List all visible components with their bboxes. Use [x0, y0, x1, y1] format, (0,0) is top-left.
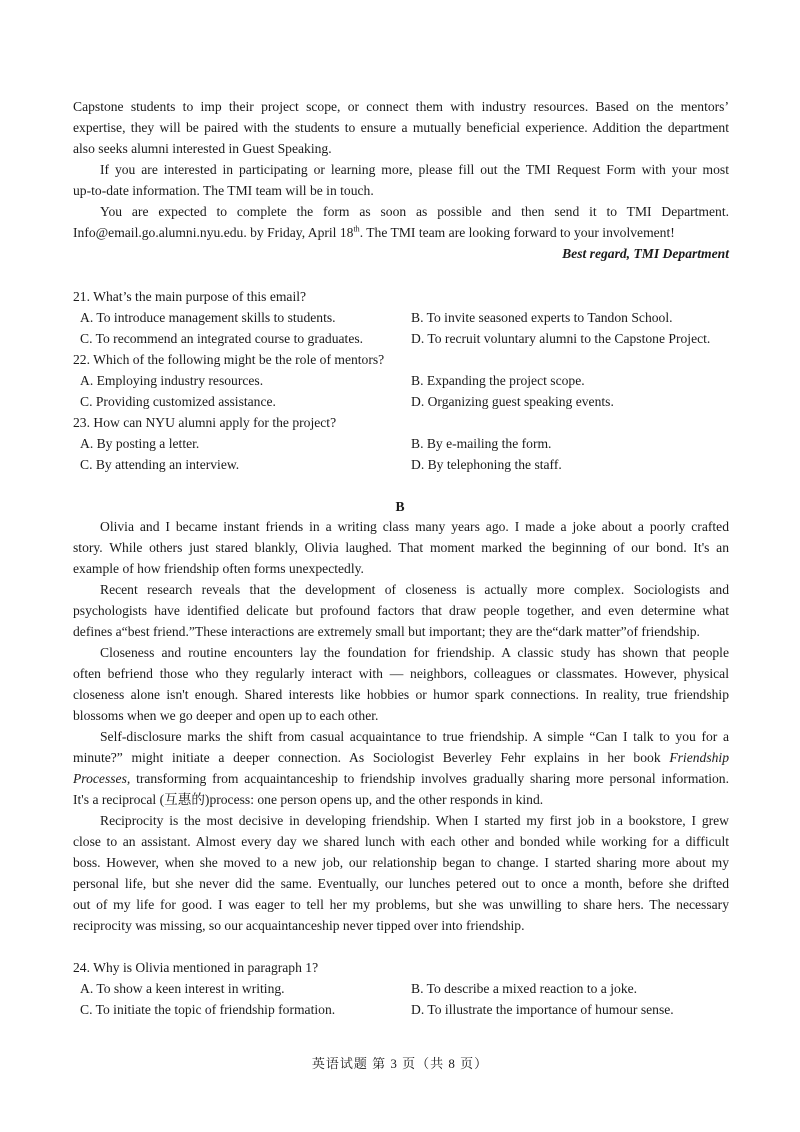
question-stem: 23. How can NYU alumni apply for the project?	[73, 415, 337, 430]
text-line	[73, 642, 729, 663]
text-line	[73, 831, 729, 852]
italic-text: Processes,	[73, 771, 131, 786]
text-line	[73, 159, 729, 180]
text-segment: Capstone students to imp their project scope, or connect them with industry resources. Based on the mentors’	[73, 99, 729, 114]
option-row	[73, 454, 729, 475]
letter-signature-wrap	[73, 243, 729, 264]
text-line	[73, 537, 729, 558]
letter-passage	[73, 96, 729, 243]
text-segment: Olivia and I became instant friends in a writing class many years ago. I made a joke about a poorly crafted	[100, 519, 729, 534]
paragraph	[73, 726, 729, 810]
text-line	[73, 516, 729, 537]
text-line	[73, 894, 729, 915]
text-segment: Self-disclosure marks the shift from casual acquaintance to true friendship. A simple “Can I talk to you for a	[100, 729, 729, 744]
answer-option: B. Expanding the project scope.	[411, 373, 585, 388]
text-segment: If you are interested in participating or learning more, please fill out the TMI Request Form with your most	[100, 162, 729, 177]
paragraph	[73, 810, 729, 936]
paragraph	[73, 579, 729, 642]
text-segment: reciprocity was missing, so our acquaintanceship never tipped over into friendship.	[73, 918, 525, 933]
text-line	[73, 222, 729, 243]
text-line	[73, 96, 729, 117]
text-line	[73, 117, 729, 138]
text-segment: Recent research reveals that the development of closeness is actually more complex. Sociologists and	[100, 582, 729, 597]
option-row	[73, 978, 729, 999]
text-line	[73, 852, 729, 873]
answer-option: A. To show a keen interest in writing.	[80, 981, 285, 996]
text-segment: story. While others just stared blankly, Olivia laughed. That moment marked the beginning of our bond. It's an	[73, 540, 729, 555]
answer-option: D. To illustrate the importance of humour sense.	[411, 1002, 674, 1017]
text-line	[73, 138, 729, 159]
text-segment: close to an assistant. Almost every day we shared lunch with each other and bonded while working for a difficult	[73, 834, 729, 849]
answer-option: C. By attending an interview.	[80, 457, 240, 472]
text-segment: personal life, but she never did the same. Eventually, our lunches petered out to once a month, before she drifted	[73, 876, 729, 891]
letter-signature: Best regard, TMI Department	[562, 246, 729, 261]
text-line	[73, 789, 729, 810]
answer-option: C. Providing customized assistance.	[80, 394, 276, 409]
paragraph	[73, 159, 729, 201]
page-footer: 英语试题 第 3 页（共 8 页）	[311, 1056, 489, 1071]
option-row	[73, 307, 729, 328]
text-segment: . The TMI team are looking forward to your involvement!	[359, 225, 675, 240]
text-segment: transforming from acquaintanceship to friendship involves gradually sharing more personal information.	[130, 771, 729, 786]
text-line	[73, 621, 729, 642]
text-segment: closeness alone isn't enough. Shared interests like hobbies or humor spark connections. In reality, true friendship	[73, 687, 729, 702]
paragraph	[73, 516, 729, 579]
text-line	[73, 663, 729, 684]
text-segment: boss. However, when she moved to a new job, our relationship began to change. I started sharing more about my	[73, 855, 729, 870]
text-line	[73, 747, 729, 768]
text-line	[73, 180, 729, 201]
text-segment: You are expected to complete the form as soon as possible and then send it to TMI Department.	[100, 204, 729, 219]
text-segment: Info@email.go.alumni.nyu.edu. by Friday, April 18	[73, 225, 354, 240]
text-line	[73, 705, 729, 726]
answer-option: A. By posting a letter.	[80, 436, 200, 451]
text-segment: expertise, they will be paired with the students to ensure a mutually beneficial experience. Addition the department	[73, 120, 729, 135]
text-line	[73, 558, 729, 579]
text-line	[73, 768, 729, 789]
paragraph	[73, 642, 729, 726]
option-row	[73, 999, 729, 1020]
text-line	[73, 579, 729, 600]
answer-option: B. To invite seasoned experts to Tandon School.	[411, 310, 673, 325]
question-stem: 22. Which of the following might be the role of mentors?	[73, 352, 385, 367]
text-segment: Closeness and routine encounters lay the foundation for friendship. A classic study has shown that people	[100, 645, 729, 660]
text-line	[73, 684, 729, 705]
paragraph	[73, 96, 729, 159]
paragraph	[73, 201, 729, 243]
answer-option: B. By e-mailing the form.	[411, 436, 552, 451]
text-line	[73, 915, 729, 936]
option-row	[73, 433, 729, 454]
text-line	[73, 201, 729, 222]
text-segment: up-to-date information. The TMI team will be in touch.	[73, 183, 374, 198]
questions-24	[73, 957, 729, 1020]
text-segment: psychologists have identified delicate but profound factors that draw people together, and even determine what	[73, 603, 729, 618]
text-line	[73, 600, 729, 621]
option-row	[73, 370, 729, 391]
answer-option: B. To describe a mixed reaction to a joke.	[411, 981, 638, 996]
question-stem: 21. What’s the main purpose of this email?	[73, 289, 307, 304]
answer-option: A. To introduce management skills to students.	[80, 310, 336, 325]
text-segment: also seeks alumni interested in Guest Speaking.	[73, 141, 332, 156]
text-segment: out of my life for good. I was eager to tell her my problems, but she was unwilling to share hers. The necessary	[73, 897, 729, 912]
answer-option: D. Organizing guest speaking events.	[411, 394, 614, 409]
answer-option: A. Employing industry resources.	[80, 373, 264, 388]
questions-21-23	[73, 286, 729, 475]
text-line	[73, 810, 729, 831]
question-stem: 24. Why is Olivia mentioned in paragraph 1?	[73, 960, 319, 975]
text-line	[73, 726, 729, 747]
answer-option: D. To recruit voluntary alumni to the Capstone Project.	[411, 331, 711, 346]
text-segment: Reciprocity is the most decisive in developing friendship. When I started my first job in a bookstore, I grew	[100, 813, 729, 828]
text-segment: minute?” might initiate a deeper connection. As Sociologist Beverley Fehr explains in her book	[73, 750, 670, 765]
text-segment: blossoms when we go deeper and open up to each other.	[73, 708, 379, 723]
option-row	[73, 391, 729, 412]
section-heading: B	[395, 499, 405, 514]
italic-text: Friendship	[669, 750, 729, 765]
passage-b	[73, 516, 729, 936]
text-segment: example of how friendship often forms unexpectedly.	[73, 561, 364, 576]
superscript: th	[353, 224, 360, 234]
answer-option: D. By telephoning the staff.	[411, 457, 562, 472]
option-row	[73, 328, 729, 349]
text-segment: often befriend those who they regularly interact with — neighbors, colleagues or classmates. However, physical	[73, 666, 729, 681]
text-segment: It's a reciprocal (互惠的)process: one person opens up, and the other responds in kind.	[73, 792, 544, 807]
text-line	[73, 873, 729, 894]
answer-option: C. To recommend an integrated course to graduates.	[80, 331, 364, 346]
answer-option: C. To initiate the topic of friendship formation.	[80, 1002, 336, 1017]
text-segment: defines a“best friend.”These interactions are extremely small but important; they are the“dark matter”of friendship.	[73, 624, 700, 639]
